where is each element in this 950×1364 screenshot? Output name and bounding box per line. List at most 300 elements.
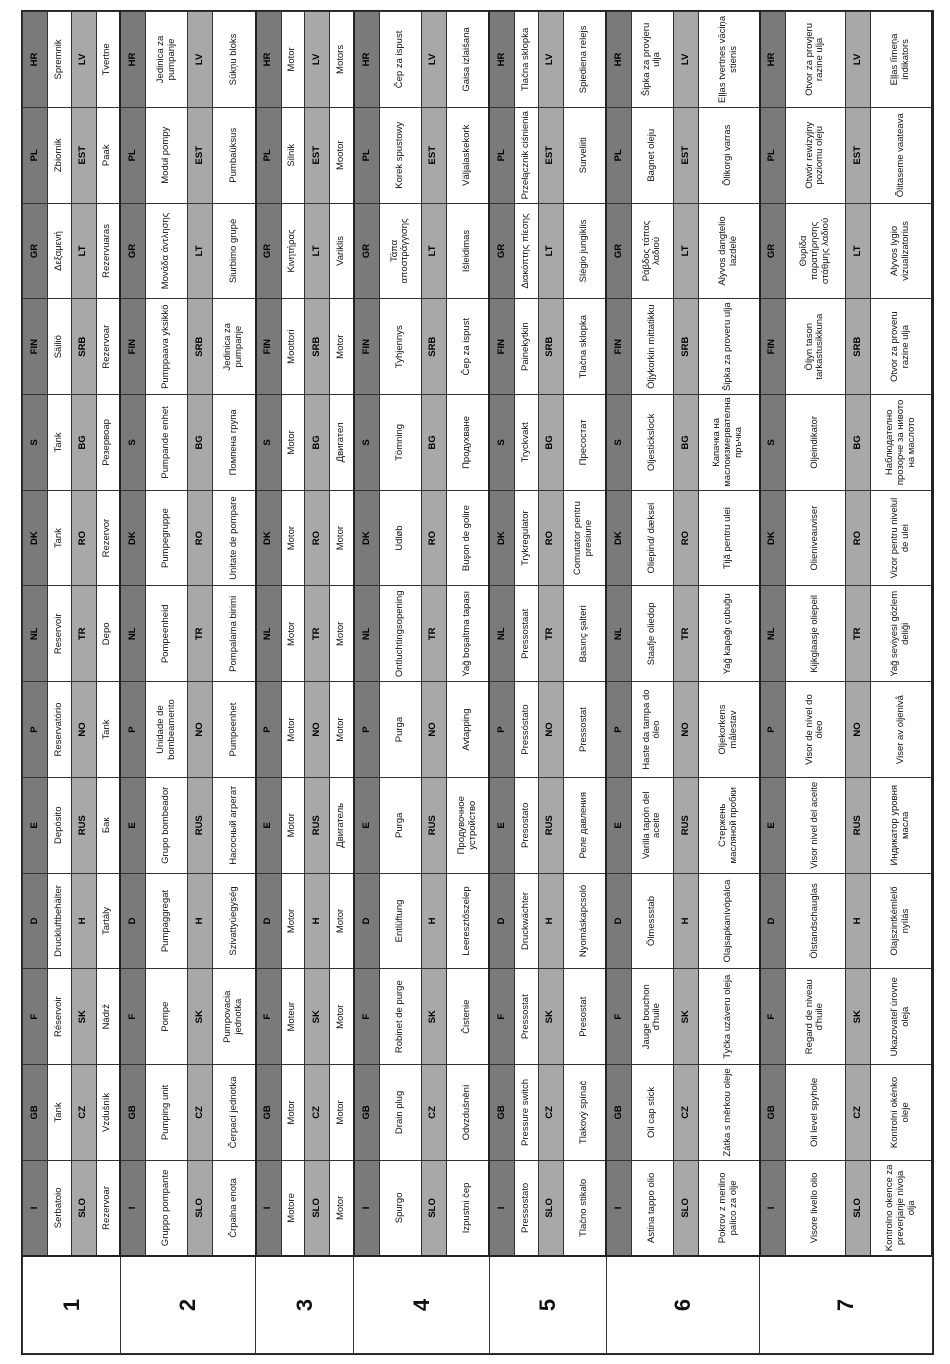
translation-cell: Przełącznik ciśnienia bbox=[515, 107, 539, 203]
translation-cell: Olajszintkémlelő nyílás bbox=[871, 873, 932, 969]
language-code: D bbox=[760, 873, 786, 969]
translation-cell: Μονάδα άντλησης bbox=[146, 203, 188, 299]
translation-cell: Oil cap stick bbox=[632, 1065, 674, 1161]
language-code: D bbox=[256, 873, 282, 969]
translation-cell: Tijă pentru ulei bbox=[698, 490, 759, 586]
translation-cell: Kontrolno okence za preverjanje nivoja olja bbox=[871, 1160, 932, 1256]
translation-cell: Robinet de purge bbox=[379, 969, 421, 1065]
translation-cell: Tank bbox=[48, 490, 72, 586]
language-code: TR bbox=[673, 586, 698, 682]
translation-cell: Grupo bombeador bbox=[146, 777, 188, 873]
translation-cell: Unidade de bombeamento bbox=[146, 682, 188, 778]
translation-cell: Čep za ispust bbox=[379, 12, 421, 108]
translation-cell: Črpalna enota bbox=[213, 1160, 256, 1256]
table-row bbox=[354, 12, 380, 1354]
language-code: RUS bbox=[188, 777, 213, 873]
language-code: I bbox=[760, 1160, 786, 1256]
language-code: S bbox=[23, 395, 48, 491]
language-code: NO bbox=[71, 682, 96, 778]
translation-cell: Bagnet oleju bbox=[632, 107, 674, 203]
language-code: CZ bbox=[71, 1065, 96, 1161]
translation-cell: Šipka za provjeru ulja bbox=[632, 12, 674, 108]
translation-cell: Капачка на маслоизмервателна пръчка bbox=[698, 395, 759, 491]
translation-cell: Olieniveauviser bbox=[785, 490, 845, 586]
block-number: 5 bbox=[489, 1256, 606, 1354]
language-code: SLO bbox=[846, 1160, 871, 1256]
translation-cell: Motore bbox=[281, 1160, 305, 1256]
block-number: 6 bbox=[606, 1256, 760, 1354]
translation-cell: Tlačna sklopka bbox=[563, 299, 606, 395]
translation-cell: Zbiornik bbox=[48, 107, 72, 203]
language-code: E bbox=[23, 777, 48, 873]
translation-cell: Öljyn tason tarkastusikkuna bbox=[785, 299, 845, 395]
language-code: PL bbox=[760, 107, 786, 203]
language-code: F bbox=[256, 969, 282, 1065]
language-code: GB bbox=[606, 1065, 632, 1161]
language-code: LT bbox=[421, 203, 446, 299]
translation-cell: Индикатор уровня масла bbox=[871, 777, 932, 873]
table-row bbox=[563, 12, 606, 1354]
language-code: GR bbox=[489, 203, 515, 299]
language-code: FIN bbox=[256, 299, 282, 395]
language-code: BG bbox=[305, 395, 330, 491]
translation-cell: Kontrolní okénko oleje bbox=[871, 1065, 932, 1161]
translation-cell: Motor bbox=[330, 586, 354, 682]
language-code: RUS bbox=[71, 777, 96, 873]
language-code: BG bbox=[421, 395, 446, 491]
translation-cell: Tryckvakt bbox=[515, 395, 539, 491]
language-code: FIN bbox=[120, 299, 146, 395]
rotated-translation-table bbox=[21, 10, 934, 1355]
parts-translation-table bbox=[22, 11, 933, 1354]
translation-cell: Tank bbox=[48, 395, 72, 491]
language-code: GB bbox=[489, 1065, 515, 1161]
language-code: NL bbox=[354, 586, 380, 682]
translation-cell: Serbatoio bbox=[48, 1160, 72, 1256]
translation-cell: Kijkglaasje oliepeil bbox=[785, 586, 845, 682]
table-row bbox=[698, 12, 759, 1354]
language-code: NL bbox=[120, 586, 146, 682]
translation-cell: Variklis bbox=[330, 203, 354, 299]
translation-cell: Presostat bbox=[563, 969, 606, 1065]
translation-cell: Jedinica za pumpanje bbox=[146, 12, 188, 108]
language-code: F bbox=[489, 969, 515, 1065]
language-code: RO bbox=[846, 490, 871, 586]
translation-cell: Motor bbox=[330, 682, 354, 778]
language-code: PL bbox=[489, 107, 515, 203]
language-code: NO bbox=[673, 682, 698, 778]
language-code: LV bbox=[538, 12, 563, 108]
translation-cell: Nádrž bbox=[96, 969, 120, 1065]
translation-cell: Ölstandschauglas bbox=[785, 873, 845, 969]
translation-cell: Buşon de golire bbox=[446, 490, 489, 586]
language-code: RUS bbox=[538, 777, 563, 873]
translation-cell: Rezervoar bbox=[96, 299, 120, 395]
table-row bbox=[760, 12, 786, 1354]
translation-cell: Oljestickslock bbox=[632, 395, 674, 491]
language-code: GB bbox=[354, 1065, 380, 1161]
language-code: P bbox=[489, 682, 515, 778]
language-code: HR bbox=[120, 12, 146, 108]
language-code: LT bbox=[673, 203, 698, 299]
language-code: BG bbox=[673, 395, 698, 491]
translation-cell: Tyčka uzáveru oleja bbox=[698, 969, 759, 1065]
language-code: LT bbox=[846, 203, 871, 299]
translation-cell: Pressostaat bbox=[515, 586, 539, 682]
language-code: PL bbox=[23, 107, 48, 203]
language-code: GR bbox=[23, 203, 48, 299]
language-code: PL bbox=[256, 107, 282, 203]
translation-cell: Õlikorgi varras bbox=[698, 107, 759, 203]
language-code: RO bbox=[188, 490, 213, 586]
language-code: GR bbox=[760, 203, 786, 299]
translation-cell: Tartály bbox=[96, 873, 120, 969]
language-code: NL bbox=[256, 586, 282, 682]
language-code: LV bbox=[188, 12, 213, 108]
language-code: P bbox=[23, 682, 48, 778]
language-code: S bbox=[760, 395, 786, 491]
translation-cell: Pressostato bbox=[515, 1160, 539, 1256]
language-code: LV bbox=[673, 12, 698, 108]
translation-cell: Depo bbox=[96, 586, 120, 682]
language-code: EST bbox=[71, 107, 96, 203]
translation-cell: Čerpací jednotka bbox=[213, 1065, 256, 1161]
language-code: NO bbox=[188, 682, 213, 778]
translation-cell: Наблюдателно прозорче за нивото на маслото bbox=[871, 395, 932, 491]
language-code: TR bbox=[305, 586, 330, 682]
translation-cell: Vzdušník bbox=[96, 1065, 120, 1161]
language-code: HR bbox=[354, 12, 380, 108]
language-code: CZ bbox=[673, 1065, 698, 1161]
language-code: S bbox=[120, 395, 146, 491]
translation-cell: Odvzdušnění bbox=[446, 1065, 489, 1161]
language-code: H bbox=[538, 873, 563, 969]
language-code: I bbox=[354, 1160, 380, 1256]
language-code: RUS bbox=[846, 777, 871, 873]
language-code: I bbox=[256, 1160, 282, 1256]
translation-cell: Pressostat bbox=[515, 969, 539, 1065]
table-row bbox=[421, 12, 446, 1354]
language-code: DK bbox=[606, 490, 632, 586]
language-code: TR bbox=[538, 586, 563, 682]
language-code: H bbox=[846, 873, 871, 969]
translation-cell: Oljekorkens målestav bbox=[698, 682, 759, 778]
block-number: 4 bbox=[354, 1256, 489, 1354]
translation-cell: Spremnik bbox=[48, 12, 72, 108]
translation-cell: Pokrov z merilno palico za olje bbox=[698, 1160, 759, 1256]
translation-cell: Pumpaggregat bbox=[146, 873, 188, 969]
language-code: I bbox=[606, 1160, 632, 1256]
translation-cell: Varilla tapón del aceite bbox=[632, 777, 674, 873]
language-code: DK bbox=[354, 490, 380, 586]
language-code: FIN bbox=[354, 299, 380, 395]
language-code: BG bbox=[71, 395, 96, 491]
translation-cell: Pumpegruppe bbox=[146, 490, 188, 586]
language-code: I bbox=[489, 1160, 515, 1256]
translation-cell: Pressóstato bbox=[515, 682, 539, 778]
language-code: SRB bbox=[71, 299, 96, 395]
translation-cell: Staafje oliedop bbox=[632, 586, 674, 682]
language-code: FIN bbox=[606, 299, 632, 395]
language-code: P bbox=[606, 682, 632, 778]
language-code: RO bbox=[673, 490, 698, 586]
translation-cell: Tlačna sklopka bbox=[515, 12, 539, 108]
language-code: EST bbox=[673, 107, 698, 203]
translation-cell: Motor bbox=[330, 1160, 354, 1256]
language-code: SRB bbox=[846, 299, 871, 395]
translation-cell: Alyvos lygio vizualizatorius bbox=[871, 203, 932, 299]
language-code: D bbox=[23, 873, 48, 969]
language-code: CZ bbox=[421, 1065, 446, 1161]
language-code: NL bbox=[489, 586, 515, 682]
language-code: NL bbox=[606, 586, 632, 682]
language-code: H bbox=[421, 873, 446, 969]
language-code: LT bbox=[71, 203, 96, 299]
translation-cell: Visor nivel del aceite bbox=[785, 777, 845, 873]
translation-cell: Pumpeenhet bbox=[213, 682, 256, 778]
language-code: HR bbox=[489, 12, 515, 108]
translation-cell: Rezervor bbox=[96, 490, 120, 586]
table-row bbox=[515, 12, 539, 1354]
translation-cell: Visor de nível do óleo bbox=[785, 682, 845, 778]
translation-cell: Viser av oljenivå bbox=[871, 682, 932, 778]
language-code: E bbox=[760, 777, 786, 873]
table-row bbox=[846, 12, 871, 1354]
translation-cell: Ukazovateľ úrovne oleja bbox=[871, 969, 932, 1065]
language-code: I bbox=[120, 1160, 146, 1256]
language-code: D bbox=[606, 873, 632, 969]
language-code: SLO bbox=[538, 1160, 563, 1256]
translation-cell: Trykregulator bbox=[515, 490, 539, 586]
translation-cell: Öljykorkin mittatikku bbox=[632, 299, 674, 395]
translation-cell: Pompe bbox=[146, 969, 188, 1065]
language-code: RO bbox=[538, 490, 563, 586]
language-code: HR bbox=[23, 12, 48, 108]
language-code: SLO bbox=[421, 1160, 446, 1256]
language-code: HR bbox=[606, 12, 632, 108]
translation-cell: Drain plug bbox=[379, 1065, 421, 1161]
language-code: SLO bbox=[673, 1160, 698, 1256]
translation-cell: Réservoir bbox=[48, 969, 72, 1065]
table-row bbox=[146, 12, 188, 1354]
translation-cell: Gruppo pompante bbox=[146, 1160, 188, 1256]
translation-cell: Silnik bbox=[281, 107, 305, 203]
translation-cell: Purga bbox=[379, 682, 421, 778]
translation-cell: Entlüftung bbox=[379, 873, 421, 969]
translation-cell: Presostato bbox=[515, 777, 539, 873]
translation-cell: Regard de niveau d'huile bbox=[785, 969, 845, 1065]
translation-cell: Mootor bbox=[330, 107, 354, 203]
language-code: EST bbox=[538, 107, 563, 203]
language-code: LV bbox=[421, 12, 446, 108]
language-code: P bbox=[760, 682, 786, 778]
translation-cell: Otwór rewizyjny poziomu oleju bbox=[785, 107, 845, 203]
language-code: DK bbox=[489, 490, 515, 586]
language-code: SK bbox=[188, 969, 213, 1065]
translation-cell: Szivattyúegység bbox=[213, 873, 256, 969]
table-row bbox=[489, 12, 515, 1354]
language-code: H bbox=[71, 873, 96, 969]
language-code: HR bbox=[760, 12, 786, 108]
translation-cell: Siurbimo grupė bbox=[213, 203, 256, 299]
translation-cell: Painekytkin bbox=[515, 299, 539, 395]
translation-cell: Motor bbox=[330, 1065, 354, 1161]
translation-cell: Tyhjennys bbox=[379, 299, 421, 395]
translation-cell: Zátka s měrkou oleje bbox=[698, 1065, 759, 1161]
language-code: S bbox=[256, 395, 282, 491]
language-code: F bbox=[23, 969, 48, 1065]
language-code: I bbox=[23, 1160, 48, 1256]
translation-cell: Moduł pompy bbox=[146, 107, 188, 203]
translation-cell: Pumpovacia jednotka bbox=[213, 969, 256, 1065]
translation-cell: Oil level spyhole bbox=[785, 1065, 845, 1161]
language-code: NL bbox=[760, 586, 786, 682]
table-row bbox=[256, 12, 282, 1354]
table-row bbox=[446, 12, 489, 1354]
language-code: TR bbox=[71, 586, 96, 682]
table-row bbox=[538, 12, 563, 1354]
translation-cell: Moottori bbox=[281, 299, 305, 395]
translation-cell: Motor bbox=[281, 395, 305, 491]
translation-cell: Comutator pentru presiune bbox=[563, 490, 606, 586]
table-row bbox=[305, 12, 330, 1354]
translation-cell: Motor bbox=[330, 969, 354, 1065]
translation-cell: Pumppaava yksikkö bbox=[146, 299, 188, 395]
translation-cell: Eļļas tvertnes vāciņa stienis bbox=[698, 12, 759, 108]
translation-cell: Visore livello olio bbox=[785, 1160, 845, 1256]
language-code: EST bbox=[188, 107, 213, 203]
translation-cell: Продухване bbox=[446, 395, 489, 491]
language-code: SRB bbox=[305, 299, 330, 395]
language-code: E bbox=[489, 777, 515, 873]
language-code: NO bbox=[846, 682, 871, 778]
translation-cell: Spiediena relejs bbox=[563, 12, 606, 108]
translation-cell: Õlitaseme vaateava bbox=[871, 107, 932, 203]
language-code: CZ bbox=[305, 1065, 330, 1161]
translation-cell: Väljalaskekork bbox=[446, 107, 489, 203]
language-code: BG bbox=[846, 395, 871, 491]
translation-cell: Čep za ispust bbox=[446, 299, 489, 395]
translation-cell: Jedinica za pumpanje bbox=[213, 299, 256, 395]
translation-cell: Стержень масляной пробки bbox=[698, 777, 759, 873]
translation-cell: Reservoir bbox=[48, 586, 72, 682]
translation-cell: Säiliö bbox=[48, 299, 72, 395]
translation-cell: Διακόπτης πίεσης bbox=[515, 203, 539, 299]
language-code: EST bbox=[421, 107, 446, 203]
translation-cell: Rezervoar bbox=[96, 1160, 120, 1256]
language-code: E bbox=[256, 777, 282, 873]
language-code: RO bbox=[421, 490, 446, 586]
language-code: P bbox=[256, 682, 282, 778]
language-code: P bbox=[120, 682, 146, 778]
translation-cell: Sūkņu bloks bbox=[213, 12, 256, 108]
language-code: SK bbox=[71, 969, 96, 1065]
language-code: NO bbox=[421, 682, 446, 778]
translation-cell: Avtapping bbox=[446, 682, 489, 778]
language-code: BG bbox=[538, 395, 563, 491]
language-code: F bbox=[354, 969, 380, 1065]
language-code: S bbox=[606, 395, 632, 491]
translation-cell: Motor bbox=[281, 682, 305, 778]
table-row bbox=[632, 12, 674, 1354]
translation-cell: Oljeindikator bbox=[785, 395, 845, 491]
translation-cell: Jauge bouchon d'huile bbox=[632, 969, 674, 1065]
block-number: 2 bbox=[120, 1256, 255, 1354]
translation-cell: Unitate de pompare bbox=[213, 490, 256, 586]
language-code: CZ bbox=[538, 1065, 563, 1161]
translation-cell: Haste da tampa do óleo bbox=[632, 682, 674, 778]
block-number: 3 bbox=[256, 1256, 354, 1354]
language-code: TR bbox=[188, 586, 213, 682]
translation-cell: Eļļas līmeņa indikators bbox=[871, 12, 932, 108]
table-row bbox=[330, 12, 354, 1354]
translation-cell: Ράβδος τάπας λαδιού bbox=[632, 203, 674, 299]
language-code: RO bbox=[71, 490, 96, 586]
translation-cell: Astina tappo olio bbox=[632, 1160, 674, 1256]
language-code: PL bbox=[354, 107, 380, 203]
language-code: E bbox=[120, 777, 146, 873]
language-code: P bbox=[354, 682, 380, 778]
language-code: CZ bbox=[188, 1065, 213, 1161]
translation-cell: Surveliiti bbox=[563, 107, 606, 203]
language-code: F bbox=[120, 969, 146, 1065]
translation-cell: Ölmessstab bbox=[632, 873, 674, 969]
language-code: PL bbox=[120, 107, 146, 203]
table-row bbox=[281, 12, 305, 1354]
translation-cell: Šipka za proveru ulja bbox=[698, 299, 759, 395]
language-code: GR bbox=[354, 203, 380, 299]
table-row bbox=[379, 12, 421, 1354]
translation-cell: Izpustni čep bbox=[446, 1160, 489, 1256]
translation-cell: Motor bbox=[281, 873, 305, 969]
table-row bbox=[48, 12, 72, 1354]
language-code: SLO bbox=[71, 1160, 96, 1256]
table-row bbox=[96, 12, 120, 1354]
translation-cell: Alyvos dangtelio lazdelė bbox=[698, 203, 759, 299]
translation-cell: Tank bbox=[96, 682, 120, 778]
language-code: DK bbox=[256, 490, 282, 586]
translation-cell: Бак bbox=[96, 777, 120, 873]
translation-cell: Двигатель bbox=[330, 777, 354, 873]
translation-cell: Motor bbox=[281, 490, 305, 586]
translation-cell: Išleidimas bbox=[446, 203, 489, 299]
language-code: CZ bbox=[846, 1065, 871, 1161]
translation-cell: Vizor pentru nivelul de ulei bbox=[871, 490, 932, 586]
translation-cell: Motor bbox=[281, 777, 305, 873]
language-code: DK bbox=[760, 490, 786, 586]
translation-cell: Čistenie bbox=[446, 969, 489, 1065]
table-row bbox=[120, 12, 146, 1354]
language-code: BG bbox=[188, 395, 213, 491]
language-code: NO bbox=[538, 682, 563, 778]
language-code: D bbox=[489, 873, 515, 969]
language-code: FIN bbox=[760, 299, 786, 395]
translation-cell: Otvor za provjeru razine ulja bbox=[785, 12, 845, 108]
translation-cell: Резервоар bbox=[96, 395, 120, 491]
language-code: TR bbox=[846, 586, 871, 682]
language-code: RUS bbox=[673, 777, 698, 873]
translation-cell: Slėgio jungiklis bbox=[563, 203, 606, 299]
language-code: EST bbox=[305, 107, 330, 203]
translation-cell: Motor bbox=[281, 12, 305, 108]
translation-cell: Motors bbox=[330, 12, 354, 108]
language-code: GR bbox=[256, 203, 282, 299]
language-code: GR bbox=[606, 203, 632, 299]
translation-cell: Paak bbox=[96, 107, 120, 203]
language-code: F bbox=[760, 969, 786, 1065]
translation-cell: Помпена група bbox=[213, 395, 256, 491]
table-row bbox=[23, 12, 48, 1354]
